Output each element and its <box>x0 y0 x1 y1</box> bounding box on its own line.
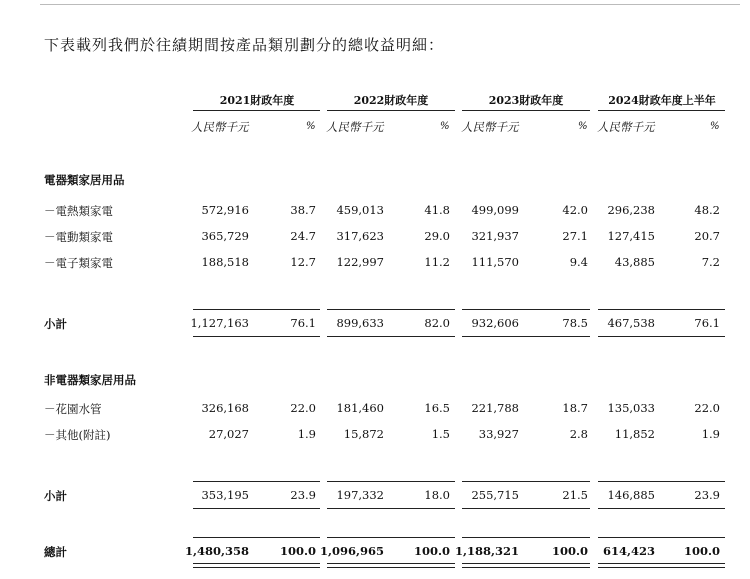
unit-rmb-label: 人民幣千元 <box>461 120 519 134</box>
table-cell: 11,852 <box>614 427 655 441</box>
table-cell: 24.7 <box>290 229 316 243</box>
table-cell: 18.7 <box>562 401 588 415</box>
total-cell: 100.0 <box>413 544 450 558</box>
total-double-rule <box>327 567 455 568</box>
subtotal-cell: 1,127,163 <box>190 316 249 330</box>
total-double-rule <box>462 567 590 568</box>
table-cell: 188,518 <box>201 255 249 269</box>
subtotal-top-rule <box>598 309 725 310</box>
total-cell: 100.0 <box>279 544 316 558</box>
subtotal-cell: 255,715 <box>471 488 519 502</box>
row-label: －其他(附註) <box>44 428 111 442</box>
table-cell: 365,729 <box>201 229 249 243</box>
table-cell: 29.0 <box>424 229 450 243</box>
subtotal-top-rule <box>462 309 590 310</box>
table-cell: 2.8 <box>569 427 588 441</box>
table-cell: 1.5 <box>431 427 450 441</box>
subtotal-bottom-rule <box>193 508 320 509</box>
table-cell: 221,788 <box>471 401 519 415</box>
table-cell: 42.0 <box>562 203 588 217</box>
table-cell: 16.5 <box>424 401 450 415</box>
subtotal-bottom-rule <box>462 336 590 337</box>
subtotal-cell: 197,332 <box>336 488 384 502</box>
table-cell: 27,027 <box>208 427 249 441</box>
total-top-rule <box>327 537 455 538</box>
year-header-underline <box>598 110 725 111</box>
table-cell: 9.4 <box>569 255 588 269</box>
total-double-rule <box>193 563 320 564</box>
subtotal-cell: 353,195 <box>201 488 249 502</box>
subtotal-cell: 23.9 <box>694 488 720 502</box>
subtotal-cell: 23.9 <box>290 488 316 502</box>
table-cell: 38.7 <box>290 203 316 217</box>
unit-rmb-label: 人民幣千元 <box>191 120 249 134</box>
year-header: 2023財政年度 <box>488 94 564 107</box>
subtotal-bottom-rule <box>598 336 725 337</box>
unit-pct-label: % <box>710 121 720 132</box>
subtotal-bottom-rule <box>462 508 590 509</box>
table-cell: 11.2 <box>424 255 450 269</box>
table-cell: 321,937 <box>471 229 519 243</box>
row-label: －電動類家電 <box>44 230 113 244</box>
total-cell: 1,096,965 <box>319 544 384 558</box>
table-cell: 7.2 <box>701 255 720 269</box>
total-double-rule <box>598 563 725 564</box>
table-cell: 1.9 <box>701 427 720 441</box>
year-header: 2024財政年度上半年 <box>608 94 716 107</box>
table-cell: 572,916 <box>201 203 249 217</box>
subtotal-cell: 18.0 <box>424 488 450 502</box>
row-label: －電熱類家電 <box>44 204 113 218</box>
total-double-rule <box>598 567 725 568</box>
unit-pct-label: % <box>440 121 450 132</box>
table-cell: 326,168 <box>201 401 249 415</box>
subtotal-label: 小計 <box>44 317 67 331</box>
subtotal-cell: 932,606 <box>471 316 519 330</box>
total-double-rule <box>462 563 590 564</box>
subtotal-top-rule <box>193 481 320 482</box>
subtotal-cell: 76.1 <box>290 316 316 330</box>
unit-pct-label: % <box>306 121 316 132</box>
subtotal-top-rule <box>327 309 455 310</box>
table-cell: 122,997 <box>336 255 384 269</box>
unit-pct-label: % <box>578 121 588 132</box>
year-header-underline <box>193 110 320 111</box>
subtotal-top-rule <box>327 481 455 482</box>
subtotal-top-rule <box>462 481 590 482</box>
table-cell: 12.7 <box>290 255 316 269</box>
subtotal-bottom-rule <box>598 508 725 509</box>
subtotal-bottom-rule <box>193 336 320 337</box>
table-cell: 317,623 <box>336 229 384 243</box>
total-label: 總計 <box>44 545 67 559</box>
table-cell: 41.8 <box>424 203 450 217</box>
table-cell: 459,013 <box>336 203 384 217</box>
total-top-rule <box>462 537 590 538</box>
total-top-rule <box>193 537 320 538</box>
table-cell: 296,238 <box>607 203 655 217</box>
row-label: －花園水管 <box>44 402 102 416</box>
total-cell: 100.0 <box>683 544 720 558</box>
subtotal-cell: 78.5 <box>562 316 588 330</box>
table-cell: 111,570 <box>471 255 519 269</box>
year-header-underline <box>327 110 455 111</box>
subtotal-cell: 899,633 <box>336 316 384 330</box>
table-cell: 127,415 <box>607 229 655 243</box>
table-cell: 20.7 <box>694 229 720 243</box>
top-rule <box>40 4 740 5</box>
total-cell: 1,188,321 <box>454 544 519 558</box>
total-cell: 100.0 <box>551 544 588 558</box>
unit-rmb-label: 人民幣千元 <box>326 120 384 134</box>
subtotal-top-rule <box>598 481 725 482</box>
subtotal-cell: 76.1 <box>694 316 720 330</box>
subtotal-cell: 21.5 <box>562 488 588 502</box>
subtotal-cell: 467,538 <box>607 316 655 330</box>
subtotal-top-rule <box>193 309 320 310</box>
subtotal-bottom-rule <box>327 336 455 337</box>
table-cell: 15,872 <box>343 427 384 441</box>
category-heading: 電器類家居用品 <box>44 173 125 187</box>
total-top-rule <box>598 537 725 538</box>
table-cell: 43,885 <box>614 255 655 269</box>
subtotal-label: 小計 <box>44 489 67 503</box>
table-cell: 22.0 <box>290 401 316 415</box>
table-cell: 27.1 <box>562 229 588 243</box>
total-cell: 1,480,358 <box>184 544 249 558</box>
table-cell: 499,099 <box>471 203 519 217</box>
table-cell: 22.0 <box>694 401 720 415</box>
subtotal-cell: 82.0 <box>424 316 450 330</box>
table-cell: 181,460 <box>336 401 384 415</box>
table-cell: 33,927 <box>478 427 519 441</box>
unit-rmb-label: 人民幣千元 <box>597 120 655 134</box>
row-label: －電子類家電 <box>44 256 113 270</box>
category-heading: 非電器類家居用品 <box>44 373 136 387</box>
year-header: 2021財政年度 <box>219 94 295 107</box>
subtotal-cell: 146,885 <box>607 488 655 502</box>
intro-text: 下表載列我們於往績期間按產品類別劃分的總收益明細： <box>44 36 445 54</box>
total-cell: 614,423 <box>602 544 655 558</box>
year-header: 2022財政年度 <box>353 94 429 107</box>
subtotal-bottom-rule <box>327 508 455 509</box>
table-cell: 1.9 <box>297 427 316 441</box>
table-cell: 48.2 <box>694 203 720 217</box>
total-double-rule <box>193 567 320 568</box>
table-cell: 135,033 <box>607 401 655 415</box>
year-header-underline <box>462 110 590 111</box>
total-double-rule <box>327 563 455 564</box>
